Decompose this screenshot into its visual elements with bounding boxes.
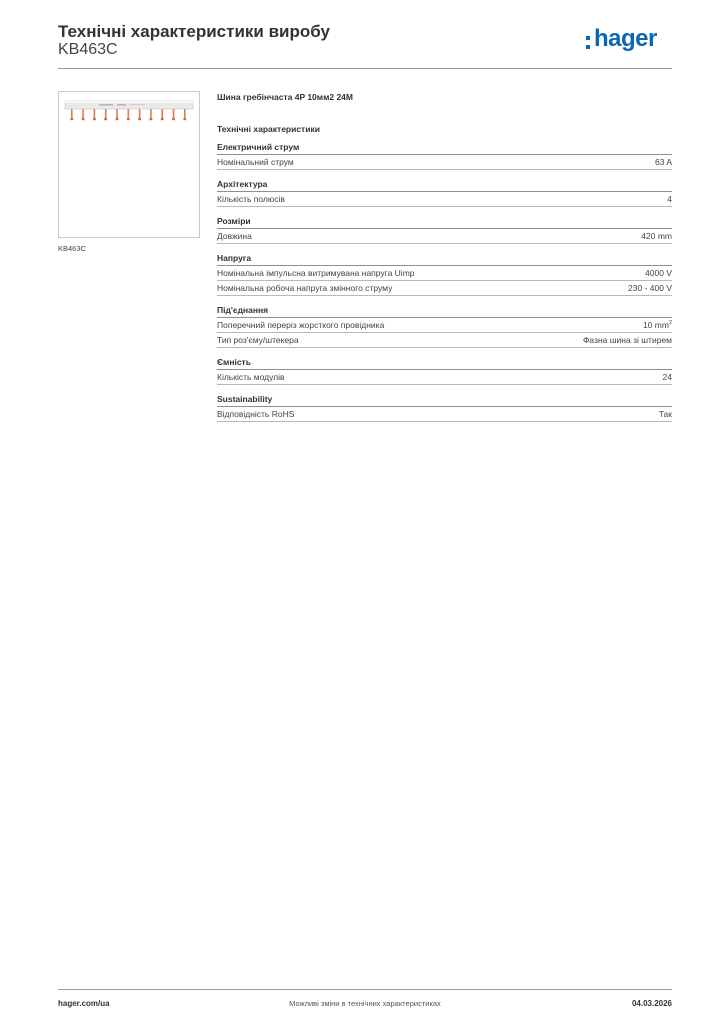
busbar-illustration: [59, 92, 199, 237]
busbar-pin: [161, 109, 163, 119]
product-code: KB463C: [58, 41, 118, 58]
spec-label: Поперечний переріз жорсткого провідника: [217, 320, 385, 330]
busbar-pin: [94, 109, 96, 119]
footer-note: Можливі зміни в технічних характеристиках: [289, 999, 441, 1008]
footer-date: 04.03.2026: [631, 999, 672, 1008]
busbar-pin-tip: [93, 118, 96, 120]
spec-row: [217, 192, 672, 207]
spec-value: [655, 155, 672, 169]
spec-label: Кількість модулів: [217, 372, 285, 382]
busbar-pin-tip: [104, 118, 107, 120]
spec-group-title: Електричний струм: [217, 141, 672, 155]
logo-text: hager: [594, 25, 657, 52]
product-image: [58, 91, 200, 238]
busbar-pin: [139, 109, 141, 119]
spec-value: [643, 318, 672, 332]
spec-sheet: [217, 91, 672, 422]
spec-row: [217, 281, 672, 296]
spec-value-superscript: 2: [668, 320, 672, 327]
spec-value-text: 4000 V: [645, 268, 672, 278]
spec-value-text: 10 mm: [642, 320, 669, 330]
spec-value: [659, 407, 672, 421]
spec-value: [667, 192, 672, 206]
busbar-pin: [173, 109, 175, 119]
product-image-caption: KB463C: [58, 244, 86, 253]
spec-heading: Технічні характеристики: [217, 124, 320, 134]
busbar-pin: [116, 109, 118, 119]
spec-row: [217, 370, 672, 385]
page-header: [58, 22, 672, 69]
spec-value: [583, 333, 672, 347]
spec-value-text: 4: [667, 194, 672, 204]
busbar-pin-tip: [127, 118, 130, 120]
page-footer: [58, 989, 672, 1010]
spec-label: Номінальна імпульсна витримувана напруга Uimp: [217, 268, 415, 278]
spec-value: [663, 370, 672, 384]
spec-row: [217, 407, 672, 422]
busbar-pin: [184, 109, 186, 119]
spec-group-title: Розміри: [217, 215, 672, 229]
product-name: Шина гребінчаста 4P 10мм2 24M: [217, 92, 353, 102]
spec-row: [217, 318, 672, 333]
hager-logo: [586, 25, 672, 56]
spec-group-title: Архітектура: [217, 178, 672, 192]
spec-label: Відповідність RoHS: [217, 409, 295, 419]
spec-group-title: Ємність: [217, 356, 672, 370]
spec-value: [641, 229, 672, 243]
spec-row: [217, 333, 672, 348]
spec-row: [217, 229, 672, 244]
spec-value: [628, 281, 672, 295]
spec-label: Номінальна робоча напруга змінного струму: [217, 283, 393, 293]
busbar-pin-tip: [150, 118, 153, 120]
spec-value: [645, 266, 672, 280]
page-title: Технічні характеристики виробу: [58, 22, 330, 41]
spec-value-text: Так: [658, 409, 672, 419]
busbar-pin: [150, 109, 152, 119]
spec-row: [217, 266, 672, 281]
busbar-pin-tip: [70, 118, 73, 120]
spec-value-text: Фазна шина зі штирем: [582, 335, 672, 345]
spec-label: Номінальний струм: [217, 157, 294, 167]
spec-value-text: 230 - 400 V: [628, 283, 672, 293]
busbar-pins: [70, 109, 186, 120]
busbar-pin-tip: [138, 118, 141, 120]
busbar-pin-tip: [172, 118, 175, 120]
logo-dots-icon: [586, 36, 590, 50]
spec-row: [217, 155, 672, 170]
busbar-pin: [105, 109, 107, 119]
spec-value-text: 24: [662, 372, 672, 382]
busbar-pin-tip: [82, 118, 85, 120]
spec-value-text: 420 mm: [641, 231, 672, 241]
spec-value-text: 63 A: [654, 157, 672, 167]
footer-website: hager.com/ua: [58, 999, 110, 1008]
spec-groups: [217, 141, 672, 422]
spec-group-title: Sustainability: [217, 393, 672, 407]
busbar-pin-tip: [161, 118, 164, 120]
spec-group-title: Напруга: [217, 252, 672, 266]
spec-label: Довжина: [217, 231, 252, 241]
busbar-pin: [71, 109, 73, 119]
spec-group-title: Під'єднання: [217, 304, 672, 318]
spec-label: Тип роз'єму/штекера: [217, 335, 299, 345]
busbar-pin-tip: [183, 118, 186, 120]
busbar-pin: [128, 109, 130, 119]
busbar-pin: [82, 109, 84, 119]
busbar-pin-tip: [116, 118, 119, 120]
spec-label: Кількість полюсів: [217, 194, 285, 204]
